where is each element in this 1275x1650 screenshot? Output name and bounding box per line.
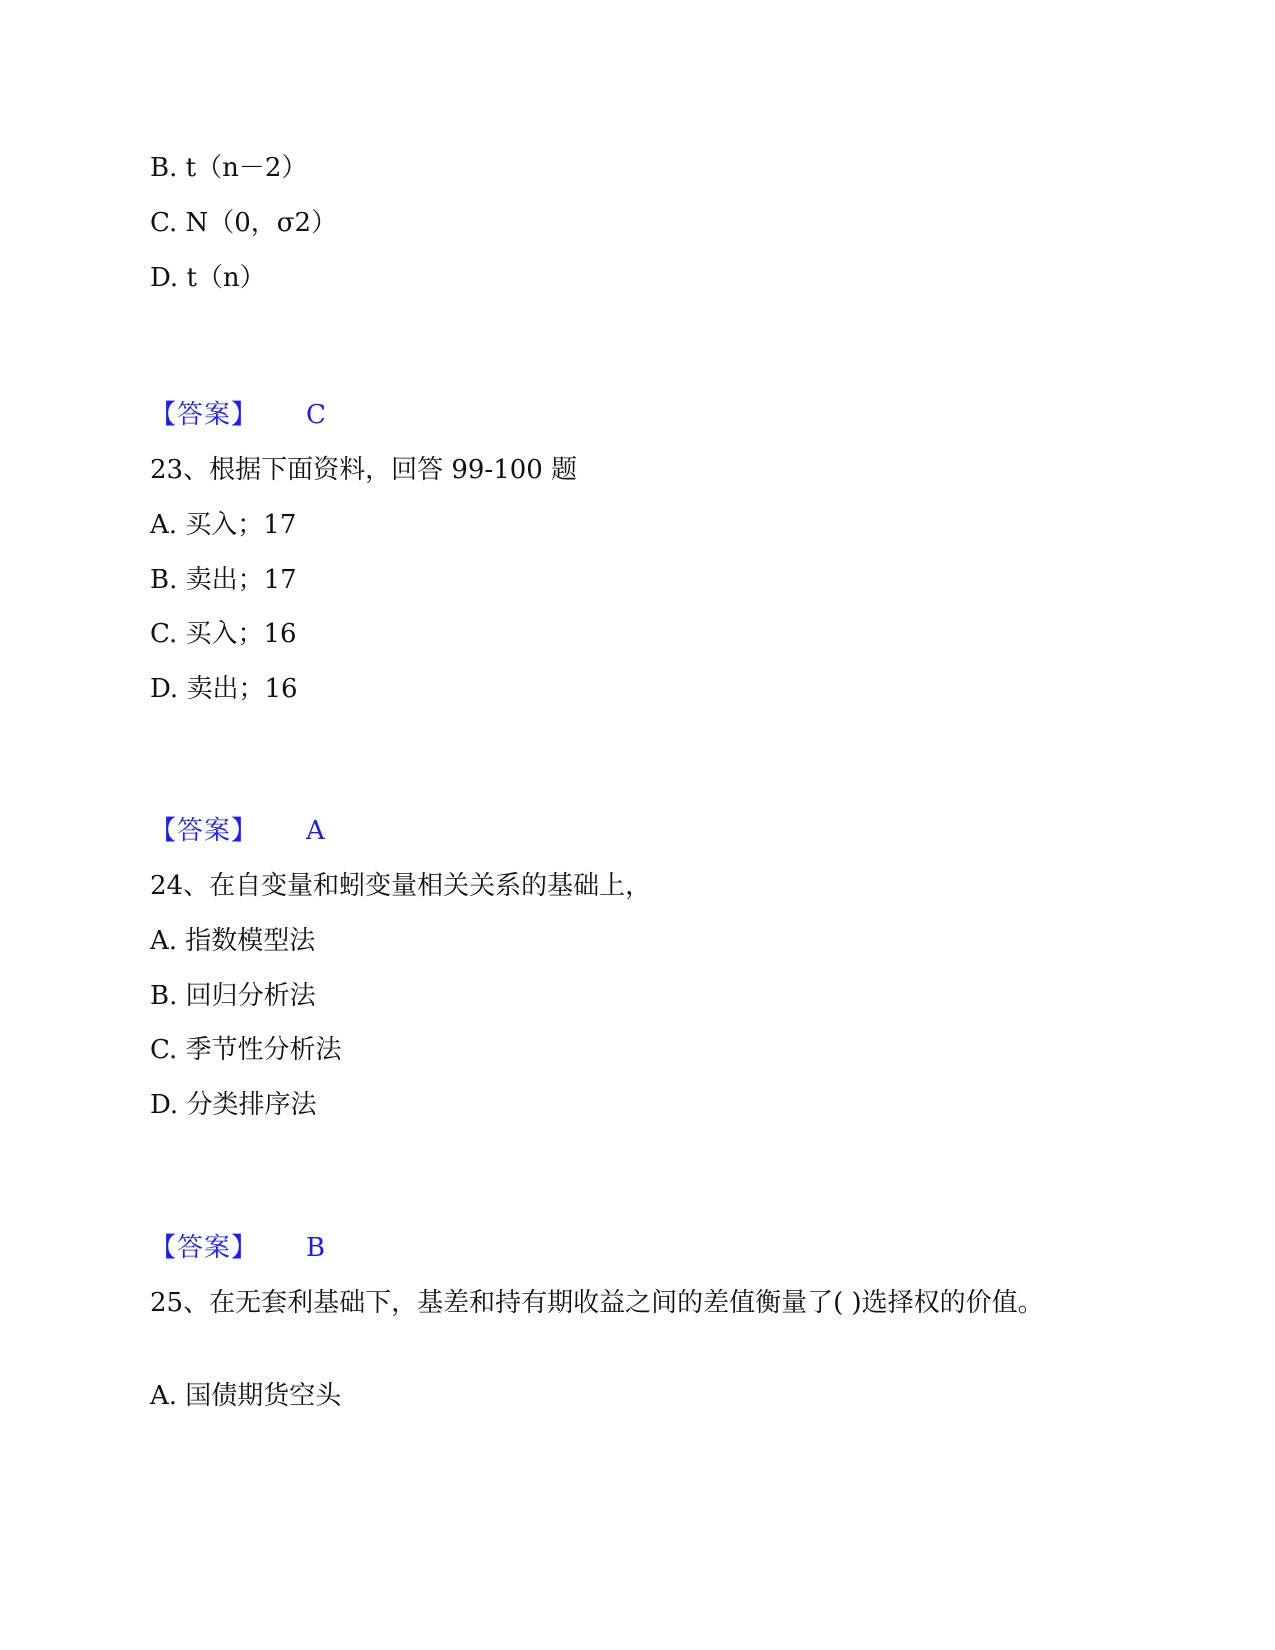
answer-label: 【答案】 (150, 816, 259, 846)
q24-question: 24、在自变量和蚓变量相关关系的基础上， (150, 871, 652, 901)
q24-answer (150, 1230, 325, 1266)
q23-answer (150, 813, 325, 849)
answer-value: C (306, 400, 326, 430)
answer-label: 【答案】 (150, 1233, 259, 1263)
q23-option-d: D. 卖出；16 (150, 674, 298, 704)
q22-answer (150, 397, 326, 433)
q23-option-a: A. 买入；17 (150, 510, 297, 540)
q24-option-a: A. 指数模型法 (150, 926, 316, 956)
answer-value: A (306, 816, 325, 846)
q24-option-d: D. 分类排序法 (150, 1090, 317, 1120)
q22-option-b: B. t（n－2） (150, 153, 308, 183)
answer-value: B (306, 1233, 326, 1263)
q23-option-b: B. 卖出；17 (150, 565, 297, 595)
q25-question: 25、在无套利基础下，基差和持有期收益之间的差值衡量了( )选择权的价值。 (150, 1288, 1044, 1318)
q22-option-d: D. t（n） (150, 263, 266, 293)
q24-option-b: B. 回归分析法 (150, 981, 316, 1011)
q24-option-c: C. 季节性分析法 (150, 1035, 342, 1065)
q23-option-c: C. 买入；16 (150, 619, 297, 649)
q23-question: 23、根据下面资料，回答 99-100 题 (150, 455, 578, 485)
q22-option-c: C. N（0，σ2） (150, 208, 338, 238)
q25-option-a: A. 国债期货空头 (150, 1381, 342, 1411)
answer-label: 【答案】 (150, 400, 259, 430)
